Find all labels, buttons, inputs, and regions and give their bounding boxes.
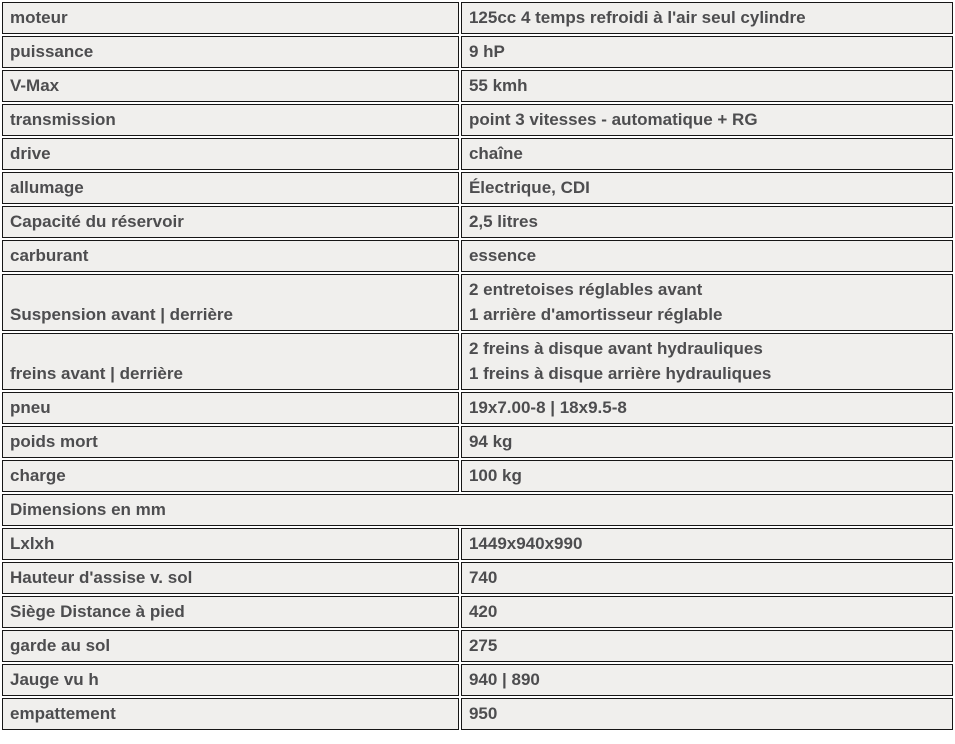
spec-value-line: 740 xyxy=(468,568,498,587)
spec-value-line: 94 kg xyxy=(468,432,513,451)
spec-value-cell xyxy=(461,104,953,136)
spec-value-line: 420 xyxy=(468,602,498,621)
spec-value-line: 275 xyxy=(468,636,498,655)
spec-value-cell xyxy=(461,36,953,68)
spec-label-cell: Jauge vu h xyxy=(2,664,459,696)
spec-value-line: 940 | 890 xyxy=(468,670,540,689)
table-row xyxy=(2,630,953,662)
spec-value-line: chaîne xyxy=(468,144,523,163)
spec-label-cell: pneu xyxy=(2,392,459,424)
section-title: Dimensions en mm xyxy=(2,494,953,526)
spec-label-cell: poids mort xyxy=(2,426,459,458)
spec-value-line: point 3 vitesses - automatique + RG xyxy=(468,110,758,129)
spec-label-cell: Suspension avant | derrière xyxy=(2,274,459,331)
spec-label-cell: Siège Distance à pied xyxy=(2,596,459,628)
spec-label-cell: allumage xyxy=(2,172,459,204)
spec-label-cell: moteur xyxy=(2,2,459,34)
table-row xyxy=(2,392,953,424)
table-row xyxy=(2,698,953,730)
spec-value-line: 55 kmh xyxy=(468,76,528,95)
spec-value-cell xyxy=(461,333,953,390)
table-row xyxy=(2,206,953,238)
spec-label-cell: Lxlxh xyxy=(2,528,459,560)
table-row xyxy=(2,333,953,390)
spec-value-cell xyxy=(461,562,953,594)
spec-value-cell xyxy=(461,392,953,424)
spec-label-cell: puissance xyxy=(2,36,459,68)
spec-value-line: Électrique, CDI xyxy=(468,178,590,197)
spec-value-line: 1449x940x990 xyxy=(468,534,583,553)
spec-value-cell xyxy=(461,426,953,458)
spec-label-cell: Capacité du réservoir xyxy=(2,206,459,238)
table-row xyxy=(2,104,953,136)
spec-value-cell xyxy=(461,630,953,662)
spec-value-line: 125cc 4 temps refroidi à l'air seul cylindre xyxy=(468,8,806,27)
spec-value-line: essence xyxy=(468,246,537,265)
spec-value-cell xyxy=(461,2,953,34)
spec-value-line: 2 freins à disque avant hydrauliques xyxy=(468,339,763,358)
spec-value-cell xyxy=(461,698,953,730)
spec-value-cell xyxy=(461,596,953,628)
table-row xyxy=(2,426,953,458)
table-row xyxy=(2,596,953,628)
spec-label-cell: freins avant | derrière xyxy=(2,333,459,390)
spec-value-line: 19x7.00-8 | 18x9.5-8 xyxy=(468,398,627,417)
table-row xyxy=(2,70,953,102)
spec-value-cell xyxy=(461,528,953,560)
spec-label-cell: charge xyxy=(2,460,459,492)
spec-label-cell: V-Max xyxy=(2,70,459,102)
spec-label-cell: garde au sol xyxy=(2,630,459,662)
spec-value-line: 2,5 litres xyxy=(468,212,538,231)
spec-value-cell xyxy=(461,206,953,238)
spec-value-cell xyxy=(461,172,953,204)
table-row xyxy=(2,36,953,68)
table-row xyxy=(2,172,953,204)
spec-value-cell xyxy=(461,70,953,102)
specifications-table-body xyxy=(2,2,953,730)
spec-value-line: 100 kg xyxy=(468,466,522,485)
table-row xyxy=(2,562,953,594)
spec-value-line: 2 entretoises réglables avant xyxy=(468,280,703,299)
table-row xyxy=(2,664,953,696)
spec-value-cell xyxy=(461,274,953,331)
spec-label-cell: empattement xyxy=(2,698,459,730)
spec-value-cell xyxy=(461,664,953,696)
spec-value-line: 1 freins à disque arrière hydrauliques xyxy=(468,364,772,383)
spec-label-cell: Hauteur d'assise v. sol xyxy=(2,562,459,594)
spec-label-cell: drive xyxy=(2,138,459,170)
spec-value-cell xyxy=(461,138,953,170)
table-row xyxy=(2,240,953,272)
table-row xyxy=(2,528,953,560)
spec-value-line: 9 hP xyxy=(468,42,505,61)
table-row xyxy=(2,274,953,331)
spec-value-cell xyxy=(461,460,953,492)
spec-value-cell xyxy=(461,240,953,272)
section-row xyxy=(2,494,953,526)
table-row xyxy=(2,460,953,492)
spec-label-cell: carburant xyxy=(2,240,459,272)
table-row xyxy=(2,2,953,34)
table-row xyxy=(2,138,953,170)
spec-label-cell: transmission xyxy=(2,104,459,136)
spec-value-line: 1 arrière d'amortisseur réglable xyxy=(468,305,723,324)
spec-value-line: 950 xyxy=(468,704,498,723)
